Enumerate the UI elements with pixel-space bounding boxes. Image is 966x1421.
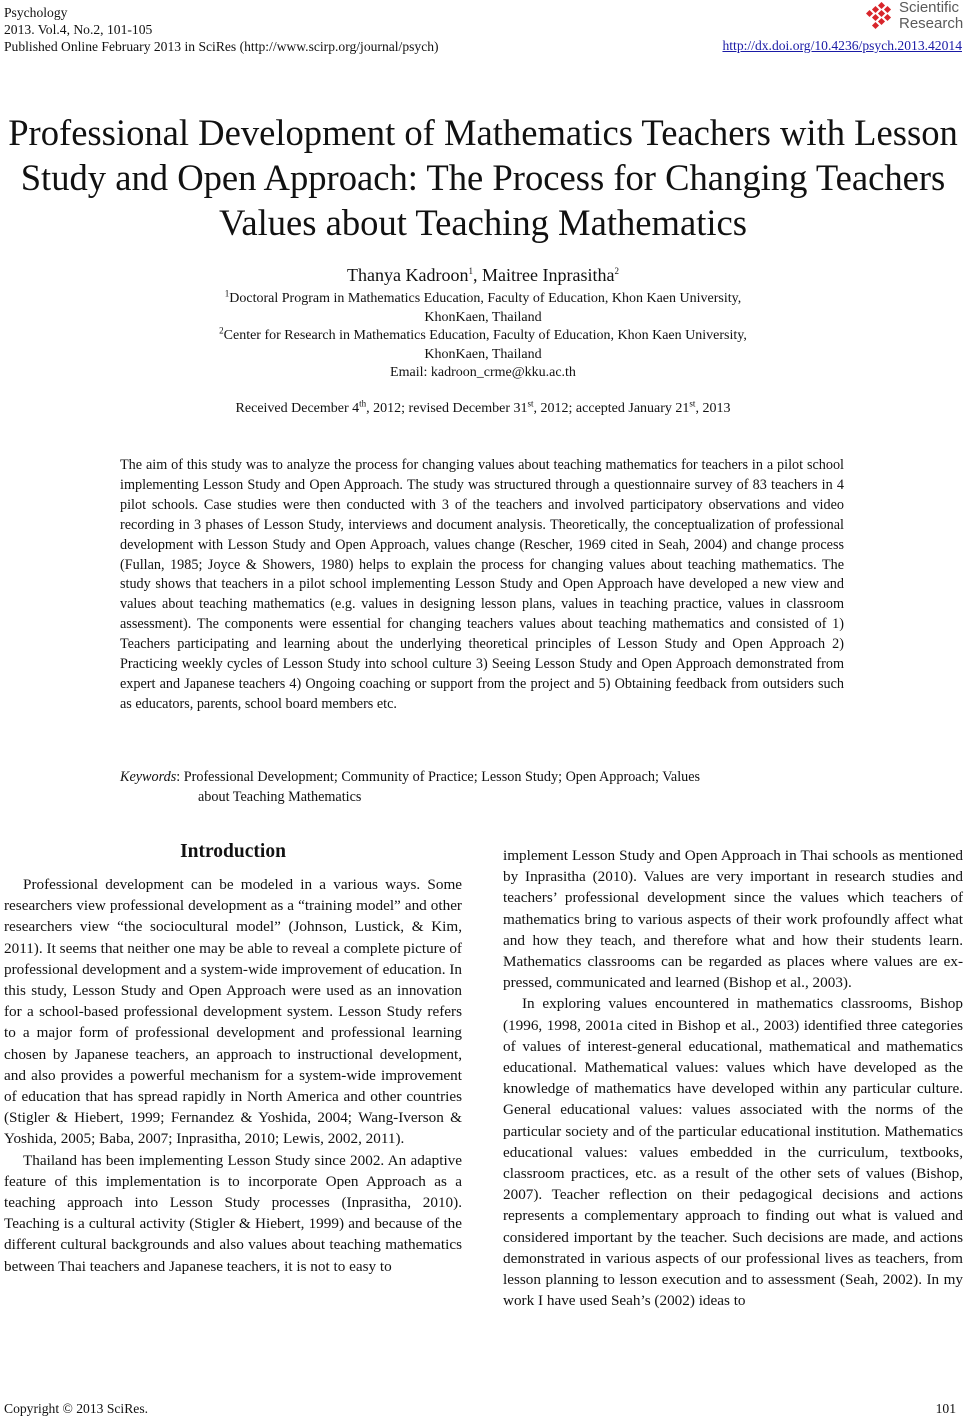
received-dates: Received December 4th, 2012; revised December 31st, 2012; accepted January 21st, 2013 bbox=[235, 398, 731, 416]
left-column bbox=[4, 840, 462, 1277]
paragraph: implement Lesson Study and Open Approach in Thai schools as mentioned by Inprasitha (2010). Values are very important in research studies and teachers’ professional development since the values which teachers of mathematics bring to various aspects of their work profoundly affect what and how they teach, and therefore what and how their students learn. Mathematics classrooms can be regarded as places where values are expressed, communicated and learned (Bishop et al., 2003). bbox=[503, 847, 963, 992]
keywords-text: Professional Development; Community of Practice; Lesson Study; Open Approach; Values bbox=[183, 769, 701, 785]
title-line: Professional Development of Mathematics Teachers with Lesson bbox=[8, 112, 958, 153]
author-list: Thanya Kadroon$^1$, Maitree Inprasitha$^2$ bbox=[347, 265, 619, 285]
paragraph: In exploring values encountered in mathematics classrooms, Bishop (1996, 1998, 2001a cited in Bishop et al., 2003) identified three categories of values of interest-general educational, mathematical and mathematics educational. Mathematical values: values which have developed as the knowledge of mathematics have developed within any particular culture. General educational values: values associated with the norms of the particular society and of the particular educational institution. Mathematics educational values: values embedded in the curriculum, textbooks, classroom practices, etc. as a result of the other sets of values (Bishop, 2007). Teacher reflection on their pedagogical decisions and actions represents a complementary approach to finding out what is valued and considered important by the teacher. Such decisions are made, and actions demonstrated in various aspects of our professional lives as teachers, from lesson planning to lesson execution and to assessment (Seah, 2002). In my work I have used Seah’s (2002) ideas to bbox=[503, 995, 963, 1310]
affiliations: $^1$Doctoral Program in Mathematics Education, Faculty of Education, Khon Kaen University, KhonKaen, Thailand $^2$Center for Research in Mathematics Education, Faculty of Education, Khon Kaen University, KhonKaen, Thailand Email: kadroon_crme@kku.ac.th bbox=[0, 290, 966, 383]
affiliation-2: $^2$Center for Research in Mathematics Education, Faculty of Education, Khon Kaen University, bbox=[219, 325, 747, 343]
page-number: 101 bbox=[935, 1401, 956, 1416]
affiliation-1: $^1$Doctoral Program in Mathematics Education, Faculty of Education, Khon Kaen University, bbox=[224, 288, 742, 306]
doi-link[interactable]: http://dx.doi.org/10.4236/psych.2013.42014 bbox=[722, 38, 962, 53]
title-line: Values about Teaching Mathematics bbox=[218, 202, 747, 243]
title-line: Study and Open Approach: The Process for Changing Teachers bbox=[20, 157, 946, 198]
affiliation-marker: 1 bbox=[468, 266, 473, 276]
abstract: The aim of this study was to analyze the process for changing values about teaching mathematics for teachers in a pilot school implementing Lesson Study and Open Approach. The study was structured through a questionnaire survey of 83 teachers in 4 pilot schools. Case studies were then conducted with 3 of the teachers and involved participatory observations and video recording in 3 phases of Lesson Study, interviews and document analysis. Theoretically, the conceptualization of professional development with Lesson Study and Open Approach, values change (Rescher, 1969 cited in Seah, 2004) and change process (Fullan, 1985; Joyce & Showers, 1980) helps to explain the process for changing values about teaching mathematics. The study shows that teachers in a pilot school implementing Lesson Study and Open Approach have developed a new view and values about teaching mathematics (e.g. values in designing lesson plans, values in teaching practice, values in classroom assessment). The components were essential for changing teachers values about teaching mathematics and consisted of 1) Teachers participating and learning about the underlying theoretical principles of Lesson Study and Open Approach 2) Practicing weekly cycles of Lesson Study into school culture 3) Seeing Lesson Study and Open Approach demonstrated from expert and Japanese teachers 4) Ongoing coaching or support from the project and 5) Obtaining feedback from outsiders such as educators, parents, school board members etc. bbox=[120, 457, 844, 712]
paragraph: Thailand has been implementing Lesson Study since 2002. An adaptive feature of this implementation is to incorporate Open Approach as a teaching approach into Lesson Study processes (Inprasitha, 2010). Teaching is a cultural activity (Stigler & Hiebert, 1999) and because of the different cultural backgrounds and also values about teaching mathematics between Thai teachers and Japanese teachers, it is not to easy to bbox=[4, 1151, 462, 1275]
keywords-continuation: about Teaching Mathematics bbox=[198, 789, 362, 805]
journal-name: Psychology bbox=[4, 5, 68, 20]
logo-text: Scientific Research bbox=[899, 0, 964, 32]
paper-title bbox=[0, 110, 966, 245]
keywords-label: Keywords bbox=[120, 769, 177, 785]
scientific-research-logo bbox=[866, 0, 962, 36]
email: Email: kadroon_crme@kku.ac.th bbox=[390, 365, 576, 380]
keywords: Keywords: Professional Development; Community of Practice; Lesson Study; Open Approach; Values about Teaching Mathematics bbox=[120, 767, 844, 807]
copyright: Copyright © 2013 SciRes. bbox=[4, 1401, 149, 1416]
paragraph: Professional development can be modeled in a various ways. Some researchers view professional development as a “training model” and other researchers view “the sociocultural model” (Johnson, Lustick, & Kim, 2011). It seems that neither one may be able to reveal a complete picture of professional development and a system-wide improvement of education. In this study, Lesson Study and Open Approach were used as an innovation for a school-based professional development system. Lesson Study refers to a major form of professional development and professional learning chosen by Japanese teachers, an approach to instructional development, and also provides a powerful mechanism for a system-wide improvement of education that has spread rapidly in North America and other countries (Stigler & Hiebert, 1999; Fernandez & Yoshida, 2004; Wang-Iverson & Yoshida, 2005; Baba, 2007; Inprasitha, 2010; Lewis, 2002, 2011). bbox=[4, 876, 462, 1148]
logo-diamonds-icon bbox=[866, 2, 896, 32]
section-heading: Introduction bbox=[180, 841, 286, 862]
right-column bbox=[503, 845, 963, 1311]
author-name: Thanya Kadroon bbox=[347, 265, 469, 285]
affiliation-marker: 2 bbox=[614, 266, 619, 276]
running-header bbox=[4, 4, 439, 55]
journal-volume: 2013. Vol.4, No.2, 101-105 bbox=[4, 22, 153, 37]
publication-line: Published Online February 2013 in SciRes (http://www.scirp.org/journal/psych) bbox=[4, 39, 439, 54]
author-name: Maitree Inprasitha bbox=[482, 265, 615, 285]
